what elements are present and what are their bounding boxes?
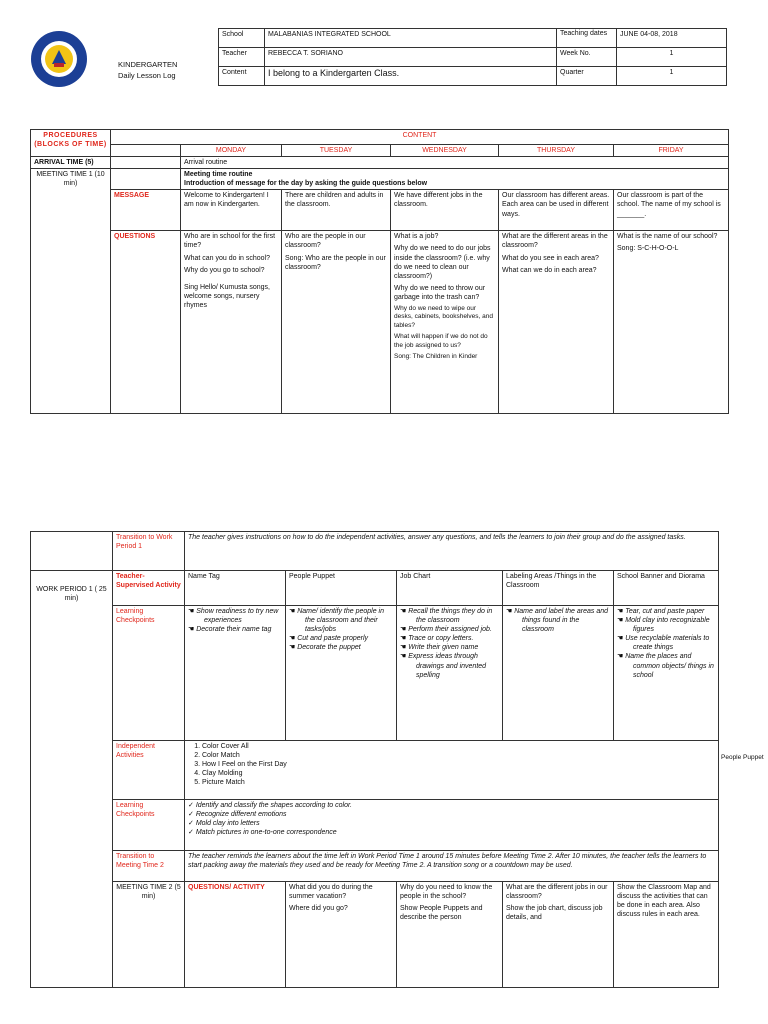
- day-friday: FRIDAY: [614, 145, 729, 157]
- content-value: I belong to a Kindergarten Class.: [265, 67, 557, 86]
- week-label: Week No.: [557, 48, 617, 67]
- lc-friday: [614, 606, 719, 741]
- question: Who are in school for the first time?: [184, 233, 276, 250]
- question: Song: The Children in Kinder: [394, 353, 478, 361]
- tsa-tuesday: People Puppet: [286, 571, 397, 606]
- message-thursday: Our classroom has different areas. Each area can be used in different ways.: [499, 190, 614, 231]
- list-item: 1. Color Cover All: [202, 742, 715, 751]
- tsa-monday: Name Tag: [185, 571, 286, 606]
- list-item: ☚ Trace or copy letters.: [400, 634, 499, 643]
- message-label: MESSAGE: [111, 190, 181, 231]
- transition1-label: Transition to Work Period 1: [113, 532, 185, 571]
- question: What are the different areas in the classroom?: [502, 233, 608, 250]
- grade-title: KINDERGARTEN: [118, 60, 178, 69]
- question: What can you do in school?: [184, 254, 270, 262]
- meeting-routine: [181, 169, 729, 190]
- transition2-label: Transition to Meeting Time 2: [113, 851, 185, 882]
- tsa-thursday: Labeling Areas /Things in the Classroom: [503, 571, 614, 606]
- list-item: ☚ Write their given name: [400, 643, 499, 652]
- message-tuesday: There are children and adults in the classroom.: [282, 190, 391, 231]
- list-item: ✓ Recognize different emotions: [188, 810, 715, 819]
- day-wednesday: WEDNESDAY: [391, 145, 499, 157]
- work-period1-label: WORK PERIOD 1 ( 25 min): [31, 571, 113, 988]
- question: What are the different jobs in our classroom?: [506, 884, 608, 901]
- lesson-table-part1: [30, 129, 729, 414]
- question: Why do we need to throw our garbage into the trash can?: [394, 284, 486, 301]
- list-item: ☚ Name/ identify the people in the classroom and their tasks/jobs: [289, 607, 393, 634]
- list-item: 3. How I Feel on the First Day: [202, 760, 715, 769]
- question: Song: S-C-H-O-O-L: [617, 245, 679, 253]
- dates-label: Teaching dates: [557, 29, 617, 48]
- ia-label: Independent Activities: [113, 741, 185, 800]
- school-label: School: [219, 29, 265, 48]
- list-item: ☚ Express ideas through drawings and invented spelling: [400, 652, 499, 679]
- transition1-text: The teacher gives instructions on how to do the independent activities, answer any questions, and tells the learners to join their group and do the assigned tasks.: [185, 532, 719, 571]
- list-item: ☚ Name the places and common objects/ things in school: [617, 652, 715, 679]
- question: What do you see in each area?: [502, 254, 599, 262]
- questions-friday: [614, 231, 729, 414]
- lesson-table-part2: [30, 531, 719, 988]
- tsa-label: Teacher-Supervised Activity: [113, 571, 185, 606]
- question: Why do we need to wipe our desks, cabinets, bookshelves, and tables?: [394, 305, 494, 329]
- quarter-label: Quarter: [557, 67, 617, 86]
- question: What can we do in each area?: [502, 266, 597, 274]
- deped-seal-logo: [30, 30, 88, 88]
- list-item: ✓ Match pictures in one-to-one correspondence: [188, 828, 715, 837]
- questions-thursday: [499, 231, 614, 414]
- qa-tuesday: [397, 882, 503, 988]
- qa-wednesday: [503, 882, 614, 988]
- lc2-label: Learning Checkpoints: [113, 800, 185, 851]
- list-item: ☚ Mold clay into recognizable figures: [617, 616, 715, 634]
- list-item: ☚ Tear, cut and paste paper: [617, 607, 715, 616]
- question: Song: Who are the people in our classroom?: [285, 254, 386, 271]
- question: What is the name of our school?: [617, 233, 718, 241]
- question: Sing Hello/ Kumusta songs, welcome songs, nursery rhymes: [184, 283, 270, 309]
- questions-wednesday: [391, 231, 499, 414]
- list-item: ☚ Perform their assigned job.: [400, 625, 499, 634]
- question: Why do you go to school?: [184, 266, 265, 274]
- list-item: ✓ Mold clay into letters: [188, 819, 715, 828]
- quarter-value: 1: [617, 67, 727, 86]
- lc-thursday: [503, 606, 614, 741]
- list-item: ☚ Cut and paste properly: [289, 634, 393, 643]
- list-item: ☚ Show readiness to try new experiences: [188, 607, 282, 625]
- questions-tuesday: [282, 231, 391, 414]
- question: Show the Classroom Map and discuss the activities that can be done in each area. Also discuss rules in each area.: [617, 884, 711, 919]
- side-note: People Puppet: [721, 754, 764, 761]
- list-item: 4. Clay Molding: [202, 769, 715, 778]
- teacher-value: REBECCA T. SORIANO: [265, 48, 557, 67]
- list-item: ☚ Decorate the puppet: [289, 643, 393, 652]
- procedures-header: PROCEDURES (BLOCKS OF TIME): [31, 130, 111, 157]
- week-value: 1: [617, 48, 727, 67]
- dates-value: JUNE 04-08, 2018: [617, 29, 727, 48]
- header-info-table: [218, 28, 727, 86]
- question: What did you do during the summer vacation?: [289, 884, 373, 901]
- list-item: ✓ Identify and classify the shapes according to color.: [188, 801, 715, 810]
- qa-label: QUESTIONS/ ACTIVITY: [185, 882, 286, 988]
- list-item: 5. Picture Match: [202, 778, 715, 787]
- meeting2-label: MEETING TIME 2 (5 min): [113, 882, 185, 988]
- day-tuesday: TUESDAY: [282, 145, 391, 157]
- tsa-wednesday: Job Chart: [397, 571, 503, 606]
- title-block: [118, 60, 177, 81]
- message-monday: Welcome to Kindergarten! I am now in Kindergarten.: [181, 190, 282, 231]
- question: Who are the people in our classroom?: [285, 233, 366, 250]
- content-label: Content: [219, 67, 265, 86]
- meeting-routine-text: Meeting time routine: [184, 171, 253, 179]
- arrival-text: Arrival routine: [181, 157, 729, 169]
- list-item: ☚ Recall the things they do in the classroom: [400, 607, 499, 625]
- ia-list: [185, 741, 719, 800]
- question: Why do we need to do our jobs inside the classroom? (i.e. why do we need to clean our classroom?): [394, 245, 491, 280]
- question: Why do you need to know the people in the school?: [400, 884, 493, 901]
- arrival-label: ARRIVAL TIME (5): [31, 157, 111, 169]
- lc-monday: [185, 606, 286, 741]
- question: What will happen if we do not do the job assigned to us?: [394, 333, 488, 349]
- lc-label: Learning Checkpoints: [113, 606, 185, 741]
- qa-monday: [286, 882, 397, 988]
- day-thursday: THURSDAY: [499, 145, 614, 157]
- list-item: ☚ Decorate their name tag: [188, 625, 282, 634]
- question: Show People Puppets and describe the person: [400, 905, 483, 922]
- content-header: CONTENT: [111, 130, 729, 145]
- message-friday: Our classroom is part of the school. The name of my school is _______.: [614, 190, 729, 231]
- log-title: Daily Lesson Log: [118, 70, 176, 80]
- message-wednesday: We have different jobs in the classroom.: [391, 190, 499, 231]
- tsa-friday: School Banner and Diorama: [614, 571, 719, 606]
- list-item: ☚ Use recyclable materials to create things: [617, 634, 715, 652]
- day-monday: MONDAY: [181, 145, 282, 157]
- lc-wednesday: [397, 606, 503, 741]
- teacher-label: Teacher: [219, 48, 265, 67]
- lc-tuesday: [286, 606, 397, 741]
- question: Show the job chart, discuss job details, and: [506, 905, 603, 922]
- questions-monday: [181, 231, 282, 414]
- transition2-text: The teacher reminds the learners about the time left in Work Period Time 1 around 15 minutes before Meeting Time 2. After 10 minutes, the teacher tells the learners to start packing away the materials they used and be ready for Meeting Time 2. A transition song or a countdown may be used.: [185, 851, 719, 882]
- list-item: 2. Color Match: [202, 751, 715, 760]
- list-item: ☚ Name and label the areas and things found in the classroom: [506, 607, 610, 634]
- lc2-list: [185, 800, 719, 851]
- questions-label: QUESTIONS: [111, 231, 181, 414]
- qa-thursday: [614, 882, 719, 988]
- question: What is a job?: [394, 233, 439, 241]
- meeting1-label: MEETING TIME 1 (10 min): [31, 169, 111, 414]
- question: Where did you go?: [289, 905, 348, 913]
- school-value: MALABANIAS INTEGRATED SCHOOL: [265, 29, 557, 48]
- meeting-intro-text: Introduction of message for the day by asking the guide questions below: [184, 180, 428, 188]
